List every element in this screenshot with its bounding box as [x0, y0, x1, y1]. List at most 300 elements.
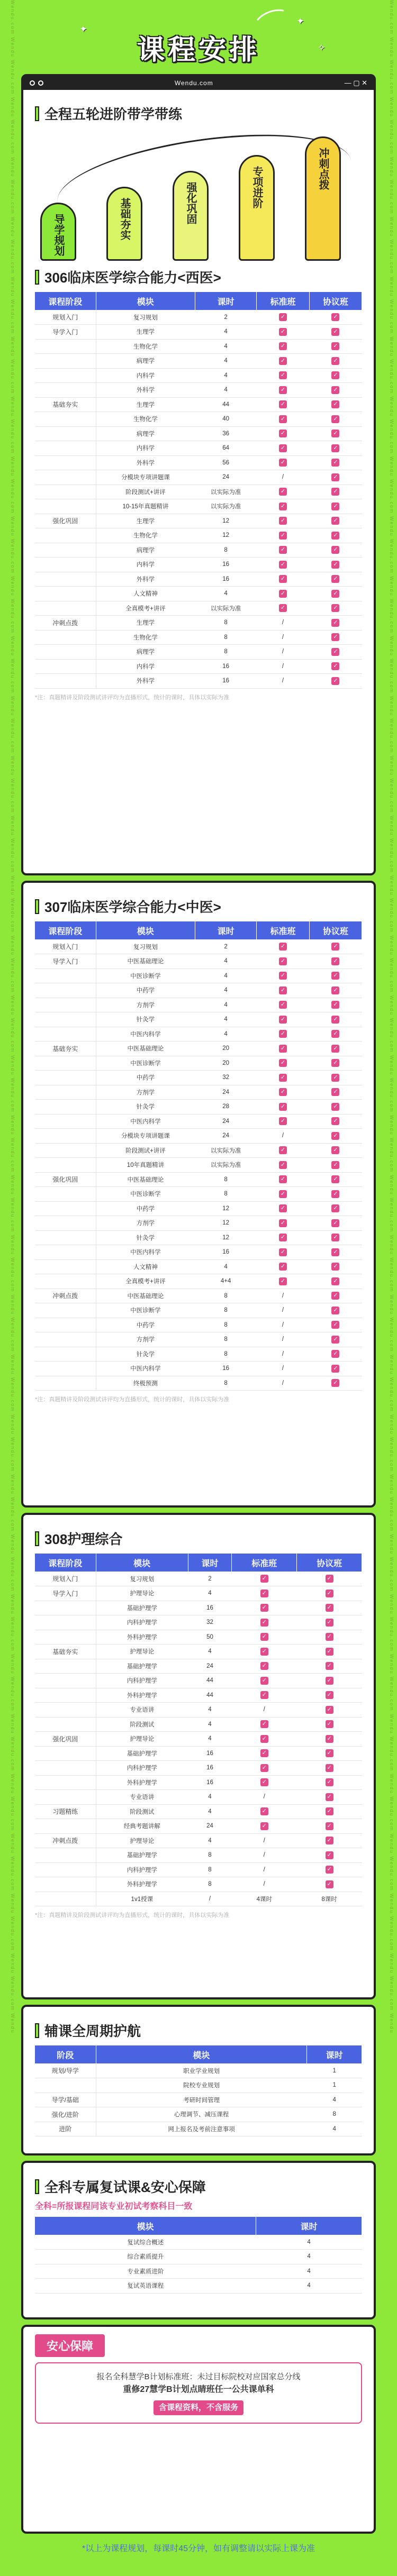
check-icon: ✓: [331, 313, 339, 321]
check-icon: ✓: [331, 561, 339, 569]
protocol-cell: [297, 1862, 362, 1877]
module-cell: 复习规划: [96, 1572, 188, 1586]
module-cell: 中医内科学: [96, 1245, 195, 1260]
table-row: [35, 630, 362, 645]
stage-cell: [35, 354, 96, 369]
check-icon: ✓: [260, 1619, 268, 1627]
protocol-cell: [309, 528, 362, 543]
protocol-cell: [309, 674, 362, 689]
protocol-cell: [309, 1042, 362, 1056]
protocol-cell: [309, 485, 362, 499]
stage-cell: [35, 1085, 96, 1100]
protocol-cell: [309, 983, 362, 998]
standard-cell: [257, 1274, 309, 1289]
hours-cell: 8: [307, 2107, 362, 2122]
standard-cell: [257, 558, 309, 572]
table-row: [35, 1775, 362, 1790]
table-row: [35, 1362, 362, 1376]
hours-cell: 16: [195, 659, 256, 674]
table-row: [35, 587, 362, 601]
hours-cell: 44: [195, 397, 256, 412]
protocol-cell: [309, 310, 362, 325]
module-cell: 内科护理学: [96, 1862, 188, 1877]
table-row: [35, 2063, 362, 2078]
hours-cell: 8: [195, 616, 256, 631]
check-icon: ✓: [279, 444, 287, 452]
check-icon: ✓: [279, 1088, 287, 1096]
hours-cell: 1: [307, 2063, 362, 2078]
check-icon: ✓: [279, 342, 287, 350]
check-icon: ✓: [331, 1234, 339, 1241]
check-icon: ✓: [279, 1204, 287, 1212]
hours-cell: 8: [195, 1318, 256, 1332]
hours-cell: 24: [195, 1114, 256, 1129]
check-icon: ✓: [260, 1749, 268, 1757]
card-support: [21, 2005, 376, 2155]
module-cell: 中医诊断学: [96, 1303, 195, 1318]
standard-cell: [257, 1143, 309, 1158]
check-icon: ✓: [331, 1146, 339, 1154]
hours-cell: 50: [188, 1630, 232, 1645]
window-titlebar: [23, 76, 374, 90]
page-title: 课程安排: [137, 35, 260, 66]
hours-cell: 8: [188, 1848, 232, 1863]
check-icon: ✓: [279, 517, 287, 525]
hours-cell: 4: [195, 383, 256, 398]
check-icon: ✓: [326, 1662, 333, 1670]
support-table: [35, 2045, 362, 2136]
protocol-cell: [309, 1143, 362, 1158]
protocol-cell: [309, 1056, 362, 1071]
check-icon: ✓: [260, 1822, 268, 1830]
stage-cell: [35, 1071, 96, 1085]
standard-cell: [257, 1071, 309, 1085]
protocol-cell: [297, 1804, 362, 1819]
protocol-cell: [297, 1601, 362, 1615]
module-cell: 护理导论: [96, 1586, 188, 1601]
check-icon: ✓: [331, 972, 339, 980]
check-icon: ✓: [331, 342, 339, 350]
protocol-cell: [309, 645, 362, 660]
module-cell: 院校专业规划: [96, 2078, 307, 2093]
stage-cell: [35, 339, 96, 354]
stage-cell: [35, 1819, 96, 1834]
check-icon: ✓: [331, 546, 339, 554]
sparkle-icon: ✧: [318, 42, 326, 53]
module-cell: 生理学: [96, 514, 195, 528]
stage-cell: 强化巩固: [35, 1732, 96, 1747]
check-icon: ✓: [326, 1866, 333, 1874]
check-icon: ✓: [279, 1030, 287, 1038]
hours-cell: 8: [195, 1376, 256, 1391]
module-cell: 基础护理学: [96, 1601, 188, 1615]
check-icon: ✓: [331, 357, 339, 365]
hours-cell: 4: [256, 2235, 362, 2250]
check-icon: ✓: [331, 444, 339, 452]
check-icon: ✓: [331, 1379, 339, 1387]
protocol-cell: [309, 630, 362, 645]
standard-cell: /: [257, 616, 309, 631]
stage-cell: [35, 630, 96, 645]
hours-cell: 4: [195, 587, 256, 601]
check-icon: ✓: [279, 1074, 287, 1082]
standard-cell: [232, 1601, 297, 1615]
table-row: [35, 339, 362, 354]
check-icon: ✓: [326, 1807, 333, 1815]
module-cell: 专业素质进阶: [35, 2264, 256, 2279]
stage-cell: [35, 2078, 96, 2093]
hours-cell: 4: [188, 1804, 232, 1819]
check-icon: ✓: [331, 1030, 339, 1038]
protocol-cell: [309, 1158, 362, 1173]
check-icon: ✓: [279, 561, 287, 569]
table-row: [35, 1201, 362, 1216]
col-module: 模块: [35, 2217, 256, 2235]
stage-cell: [35, 426, 96, 441]
check-icon: ✓: [326, 1822, 333, 1830]
protocol-cell: [309, 1012, 362, 1027]
check-icon: ✓: [260, 1604, 268, 1612]
check-icon: ✓: [279, 943, 287, 951]
check-icon: ✓: [260, 1633, 268, 1641]
check-icon: ✓: [326, 1778, 333, 1786]
hours-cell: 8: [195, 1172, 256, 1187]
stage-cell: [35, 1259, 96, 1274]
hours-cell: 4: [188, 1645, 232, 1659]
module-cell: 复试英语课程: [35, 2279, 256, 2294]
pillar-chart: [35, 129, 362, 261]
stage-cell: [35, 601, 96, 616]
standard-cell: [257, 543, 309, 558]
check-icon: ✓: [260, 1677, 268, 1685]
standard-cell: [232, 1746, 297, 1761]
hours-cell: 4: [188, 1717, 232, 1732]
protocol-cell: [309, 368, 362, 383]
check-icon: ✓: [331, 1219, 339, 1227]
check-icon: ✓: [326, 1619, 333, 1627]
col-hours: 课时: [256, 2217, 362, 2235]
col-hours: 课时: [307, 2045, 362, 2063]
hours-cell: 16: [195, 674, 256, 689]
module-cell: 复试综合概述: [35, 2235, 256, 2250]
safe-line1: 报名全科慧学B计划标准班：未过目标院校对应国家总分线: [96, 2372, 301, 2381]
module-cell: 10-15年真题精讲: [96, 499, 195, 514]
standard-cell: /: [257, 1129, 309, 1144]
review-subtitle: 全科=所报课程同该专业初试考察科目一致: [35, 2202, 193, 2211]
hours-cell: 8: [195, 645, 256, 660]
module-cell: 综合素质提升: [35, 2250, 256, 2264]
hours-cell: 24: [195, 1085, 256, 1100]
standard-cell: [232, 1615, 297, 1630]
safe-box: [35, 2362, 362, 2424]
stage-cell: [35, 969, 96, 983]
table-row: [35, 426, 362, 441]
hours-cell: 8: [188, 1877, 232, 1892]
check-icon: ✓: [279, 430, 287, 437]
table-row: [35, 983, 362, 998]
hours-cell: 24: [188, 1659, 232, 1674]
check-icon: ✓: [331, 648, 339, 656]
check-icon: ✓: [260, 1735, 268, 1743]
table-row: [35, 1012, 362, 1027]
stage-cell: [35, 1129, 96, 1144]
check-icon: ✓: [331, 943, 339, 951]
standard-cell: [257, 412, 309, 427]
check-icon: ✓: [331, 503, 339, 510]
stage-cell: [35, 572, 96, 587]
check-icon: ✓: [279, 1277, 287, 1285]
window-dot-icon: [38, 80, 43, 86]
table-row: [35, 1158, 362, 1173]
standard-cell: [257, 514, 309, 528]
check-icon: ✓: [326, 1720, 333, 1728]
hours-cell: 64: [195, 441, 256, 456]
check-icon: ✓: [331, 473, 339, 481]
protocol-cell: [309, 1085, 362, 1100]
check-icon: ✓: [331, 1263, 339, 1271]
standard-cell: [257, 1245, 309, 1260]
standard-cell: [257, 969, 309, 983]
protocol-cell: [309, 1114, 362, 1129]
protocol-cell: [309, 426, 362, 441]
t307-title: 307临床医学综合能力<中医>: [35, 897, 362, 916]
standard-cell: [232, 1819, 297, 1834]
module-cell: 生物化学: [96, 412, 195, 427]
hours-cell: 4: [195, 954, 256, 969]
table-row: [35, 1674, 362, 1688]
check-icon: ✓: [331, 371, 339, 379]
protocol-cell: [309, 1318, 362, 1332]
table-row: [35, 2093, 362, 2107]
standard-cell: [257, 310, 309, 325]
stage-cell: [35, 983, 96, 998]
hours-cell: 以实际为准: [195, 601, 256, 616]
stage-cell: [35, 1230, 96, 1245]
check-icon: ✓: [331, 575, 339, 583]
stage-cell: 规划入门: [35, 310, 96, 325]
standard-cell: /: [257, 1332, 309, 1347]
stage-cell: 习题精练: [35, 1804, 96, 1819]
protocol-cell: [297, 1717, 362, 1732]
table-row: [35, 1100, 362, 1115]
standard-cell: [257, 954, 309, 969]
table-row: [35, 1645, 362, 1659]
module-cell: 针灸学: [96, 1230, 195, 1245]
standard-cell: [257, 572, 309, 587]
hours-cell: 8: [195, 1303, 256, 1318]
standard-cell: [257, 939, 309, 954]
stage-cell: [35, 368, 96, 383]
check-icon: ✓: [279, 313, 287, 321]
window-controls-icon: — ▢ ✕: [344, 79, 367, 87]
stage-cell: [35, 543, 96, 558]
table-row: [35, 1376, 362, 1391]
standard-cell: [257, 485, 309, 499]
stage-cell: 基础夯实: [35, 1645, 96, 1659]
module-cell: 护理导论: [96, 1732, 188, 1747]
pillar-2: 基础夯实: [106, 187, 142, 261]
module-cell: 外科护理学: [96, 1630, 188, 1645]
protocol-cell: [297, 1630, 362, 1645]
hours-cell: 4: [195, 969, 256, 983]
stage-cell: 冲刺点拨: [35, 1833, 96, 1848]
protocol-cell: [297, 1586, 362, 1601]
hours-cell: 4: [195, 354, 256, 369]
stage-cell: [35, 1274, 96, 1289]
check-icon: ✓: [326, 1735, 333, 1743]
check-icon: ✓: [279, 532, 287, 540]
check-icon: ✓: [279, 1248, 287, 1256]
check-icon: ✓: [331, 430, 339, 437]
module-cell: 阶段测试+讲评: [96, 1143, 195, 1158]
standard-cell: [257, 1230, 309, 1245]
table-row: [35, 310, 362, 325]
module-cell: 生物化学: [96, 630, 195, 645]
stage-cell: [35, 645, 96, 660]
standard-cell: [257, 1100, 309, 1115]
module-cell: 内科学: [96, 441, 195, 456]
module-cell: 病理学: [96, 543, 195, 558]
hours-cell: 4: [307, 2122, 362, 2136]
standard-cell: [257, 1012, 309, 1027]
stage-cell: 导学入门: [35, 325, 96, 340]
protocol-cell: [309, 1347, 362, 1362]
hours-cell: 8: [195, 1187, 256, 1202]
standard-cell: [257, 1085, 309, 1100]
table-row: [35, 572, 362, 587]
standard-cell: [257, 383, 309, 398]
module-cell: 中医诊断学: [96, 1187, 195, 1202]
table-row: [35, 939, 362, 954]
table-row: [35, 2250, 362, 2264]
table-row: [35, 2235, 362, 2250]
check-icon: ✓: [279, 1234, 287, 1241]
t307-table: [35, 921, 362, 1391]
standard-cell: /: [257, 659, 309, 674]
table-row: [35, 1862, 362, 1877]
protocol-cell: [309, 998, 362, 1012]
stage-cell: [35, 1187, 96, 1202]
protocol-cell: [309, 1216, 362, 1231]
table-row: [35, 616, 362, 631]
sparkle-icon: ✦: [79, 24, 88, 34]
check-icon: ✓: [279, 386, 287, 394]
check-icon: ✓: [326, 1764, 333, 1772]
check-icon: ✓: [260, 1648, 268, 1656]
module-cell: 基础护理学: [96, 1659, 188, 1674]
col-standard: 标准班: [232, 1554, 297, 1572]
table-row: [35, 1630, 362, 1645]
check-icon: ✓: [331, 1307, 339, 1314]
module-cell: 中药学: [96, 1201, 195, 1216]
protocol-cell: [309, 1303, 362, 1318]
hours-cell: 16: [188, 1775, 232, 1790]
table-row: [35, 499, 362, 514]
check-icon: ✓: [331, 957, 339, 965]
standard-cell: [257, 1216, 309, 1231]
stage-cell: [35, 1703, 96, 1718]
table-row: [35, 1143, 362, 1158]
stage-cell: [35, 528, 96, 543]
module-cell: 外科护理学: [96, 1877, 188, 1892]
watermark-right: Wendu.com Wendu Wendu.com Wendu Wendu.com Wendu Wendu.com Wendu Wendu.com Wendu Wendu.com Wendu Wendu.com Wendu Wendu.com Wendu Wendu.com Wendu Wendu.com Wendu Wendu.com Wendu Wendu.com Wendu Wendu.com Wendu Wendu.com Wendu Wendu.com Wendu Wendu.com Wendu Wendu.com Wendu Wendu.com Wendu Wendu.com Wendu Wendu.com Wendu Wendu.com Wendu Wendu.com Wendu Wendu.com Wendu Wendu.com Wendu Wendu.com Wendu Wendu.com Wendu Wendu.com Wendu Wendu.com Wendu Wendu.com Wendu Wendu.com Wendu Wendu.com Wendu Wendu.com Wendu Wendu.com Wendu Wendu.com Wendu: [389, 0, 394, 2034]
module-cell: 分模块专项讲题课: [96, 1129, 195, 1144]
module-cell: 方剂学: [96, 1085, 195, 1100]
check-icon: ✓: [331, 1190, 339, 1198]
check-icon: ✓: [331, 590, 339, 598]
standard-cell: [232, 1630, 297, 1645]
module-cell: 阶段测试+讲评: [96, 485, 195, 499]
module-cell: 病理学: [96, 354, 195, 369]
t308-title: 308护理综合: [35, 1529, 362, 1548]
table-row: [35, 645, 362, 660]
protocol-cell: [309, 1100, 362, 1115]
table-row: [35, 1761, 362, 1776]
module-cell: 生理学: [96, 325, 195, 340]
protocol-cell: [309, 1027, 362, 1042]
protocol-cell: [309, 339, 362, 354]
module-cell: 专业语讲: [96, 1703, 188, 1718]
table-row: [35, 528, 362, 543]
hours-cell: 1: [307, 2078, 362, 2093]
protocol-cell: [309, 412, 362, 427]
table-row: [35, 1129, 362, 1144]
check-icon: ✓: [331, 1161, 339, 1169]
stage-cell: 强化巩固: [35, 514, 96, 528]
hours-cell: 16: [195, 1362, 256, 1376]
check-icon: ✓: [279, 957, 287, 965]
standard-cell: [257, 354, 309, 369]
table-row: [35, 1790, 362, 1805]
stage-cell: [35, 383, 96, 398]
hours-cell: 8: [195, 1347, 256, 1362]
module-cell: 针灸学: [96, 1347, 195, 1362]
check-icon: ✓: [279, 503, 287, 510]
protocol-cell: [309, 514, 362, 528]
stage-cell: [35, 1332, 96, 1347]
table-row: [35, 1848, 362, 1863]
check-icon: ✓: [331, 1321, 339, 1329]
check-icon: ✓: [279, 1146, 287, 1154]
stage-cell: [35, 1158, 96, 1173]
standard-cell: [257, 325, 309, 340]
stage-cell: [35, 1362, 96, 1376]
stage-cell: 冲刺点拨: [35, 1289, 96, 1303]
standard-cell: [232, 1674, 297, 1688]
module-cell: 中医内科学: [96, 1114, 195, 1129]
protocol-cell: 8课时: [297, 1892, 362, 1906]
stage-cell: [35, 1216, 96, 1231]
hours-cell: 2: [195, 310, 256, 325]
module-cell: 分模块专项讲题课: [96, 470, 195, 485]
standard-cell: [232, 1572, 297, 1586]
standard-cell: [257, 1042, 309, 1056]
hours-cell: 4: [195, 325, 256, 340]
table-row: [35, 1056, 362, 1071]
col-module: 模块: [96, 292, 195, 310]
t306-table: [35, 292, 362, 689]
module-cell: 1v1授课: [96, 1892, 188, 1906]
check-icon: ✓: [331, 532, 339, 540]
check-icon: ✓: [331, 488, 339, 496]
card-306: [21, 74, 376, 875]
protocol-cell: [309, 325, 362, 340]
check-icon: ✓: [326, 1575, 333, 1583]
stage-cell: [35, 1012, 96, 1027]
table-row: [35, 1347, 362, 1362]
module-cell: 考研时间管理: [96, 2093, 307, 2107]
hours-cell: 8: [195, 543, 256, 558]
